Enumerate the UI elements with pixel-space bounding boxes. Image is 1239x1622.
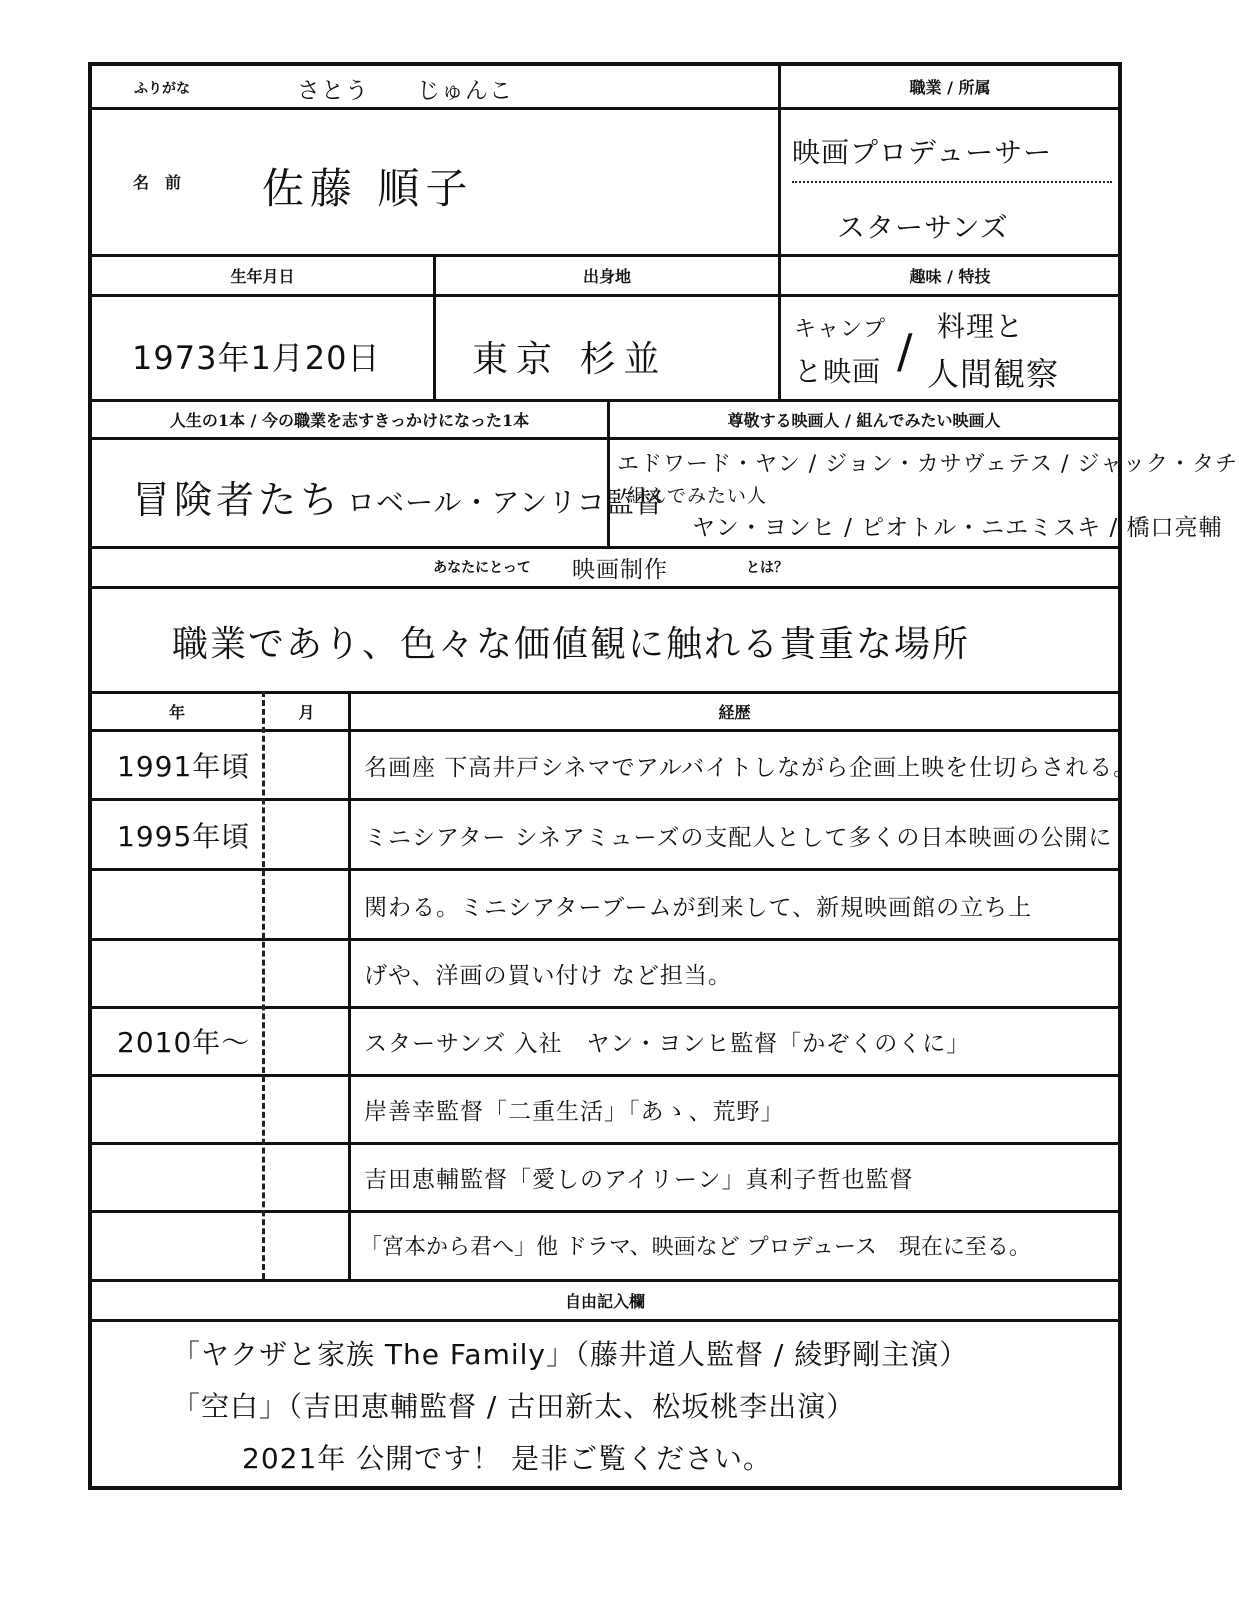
divider bbox=[92, 437, 1118, 440]
career-label: 経歴 bbox=[718, 702, 751, 722]
want-people: ヤン・ヨンヒ / ピオトル・ニエミスキ / 橋口亮輔 bbox=[692, 514, 1223, 541]
career-year: 1995年頃 bbox=[117, 820, 251, 853]
furigana-given: じゅんこ bbox=[417, 77, 513, 104]
divider bbox=[92, 294, 1118, 297]
question-suffix: とは？ bbox=[746, 560, 788, 576]
divider bbox=[92, 1142, 1118, 1145]
name-label: 名 前 bbox=[132, 172, 181, 192]
birthplace-value: 東京 杉並 bbox=[472, 338, 668, 380]
career-text: 岸善幸監督「二重生活」「あゝ、荒野」 bbox=[364, 1098, 785, 1125]
occupation-value: 映画プロデューサー bbox=[792, 136, 1053, 169]
divider bbox=[92, 586, 1118, 589]
hobbies-label: 趣味 / 特技 bbox=[909, 266, 991, 286]
question-topic: 映画制作 bbox=[572, 556, 668, 583]
furigana-label: ふりがな bbox=[134, 81, 190, 97]
month-label: 月 bbox=[298, 702, 315, 722]
dotted-divider bbox=[792, 181, 1112, 183]
free-text-line: 「空白」（吉田恵輔監督 / 古田新太、松坂桃李出演） bbox=[172, 1390, 856, 1423]
career-text: スターサンズ 入社 ヤン・ヨンヒ監督「かぞくのくに」 bbox=[364, 1030, 971, 1057]
question-prefix: あなたにとって bbox=[433, 560, 531, 576]
dashed-divider bbox=[262, 691, 265, 1279]
name-value: 佐藤 順子 bbox=[262, 164, 474, 213]
divider bbox=[92, 1210, 1118, 1213]
respected-people: エドワード・ヤン / ジョン・カサヴェテス / ジャック・タチ bbox=[617, 451, 1238, 477]
hobby-1a: キャンプ bbox=[794, 316, 887, 342]
career-year: 2010年〜 bbox=[117, 1026, 251, 1059]
divider bbox=[92, 107, 1118, 110]
divider bbox=[92, 1319, 1118, 1322]
free-label: 自由記入欄 bbox=[564, 1291, 645, 1311]
career-text: ミニシアター シネアミューズの支配人として多くの日本映画の公開に bbox=[364, 824, 1113, 851]
divider bbox=[92, 1006, 1118, 1009]
career-text: 吉田恵輔監督「愛しのアイリーン」真利子哲也監督 bbox=[364, 1166, 914, 1193]
free-text-line: 「ヤクザと家族 The Family」（藤井道人監督 / 綾野剛主演） bbox=[172, 1338, 969, 1371]
divider bbox=[92, 868, 1118, 871]
hobby-separator: / bbox=[897, 324, 914, 378]
occupation-label: 職業 / 所属 bbox=[909, 78, 991, 97]
divider bbox=[778, 66, 781, 399]
divider bbox=[348, 691, 351, 1279]
career-year: 1991年頃 bbox=[117, 750, 251, 783]
favorite-film-label: 人生の1本 / 今の職業を志すきっかけになった1本 bbox=[169, 410, 530, 430]
hobby-1b: と映画 bbox=[794, 355, 882, 388]
birthdate-value: 1973年1月20日 bbox=[132, 339, 381, 377]
answer-value: 職業であり、色々な価値観に触れる貴重な場所 bbox=[172, 623, 971, 665]
favorite-film-director: ロベール・アンリコ監督 bbox=[347, 486, 664, 519]
profile-form bbox=[88, 62, 1238, 1490]
birthplace-label: 出身地 bbox=[582, 266, 631, 286]
free-text-line: 2021年 公開です！ 是非ご覧ください。 bbox=[242, 1442, 773, 1475]
favorite-film-title: 冒険者たち bbox=[132, 477, 343, 522]
hobby-2b: 人間観察 bbox=[927, 355, 1060, 393]
career-text: げや、洋画の買い付け など担当。 bbox=[364, 962, 732, 989]
year-label: 年 bbox=[168, 702, 185, 722]
want-label: 組んでみたい人 bbox=[627, 484, 768, 507]
hobby-2a: 料理と bbox=[937, 310, 1025, 343]
respected-label: 尊敬する映画人 / 組んでみたい映画人 bbox=[727, 410, 1001, 430]
furigana-family: さとう bbox=[297, 77, 369, 104]
divider bbox=[92, 729, 1118, 732]
divider bbox=[92, 1074, 1118, 1077]
career-text: 関わる。ミニシアターブームが到来して、新規映画館の立ち上 bbox=[364, 894, 1033, 921]
career-text: 名画座 下高井戸シネマでアルバイトしながら企画上映を仕切らされる。 bbox=[364, 754, 1138, 781]
divider bbox=[92, 798, 1118, 801]
affiliation-value: スターサンズ bbox=[837, 211, 1009, 244]
divider bbox=[92, 938, 1118, 941]
birthdate-label: 生年月日 bbox=[230, 266, 295, 286]
career-text: 「宮本から君へ」他 ドラマ、映画など プロデュース 現在に至る。 bbox=[360, 1234, 1031, 1260]
